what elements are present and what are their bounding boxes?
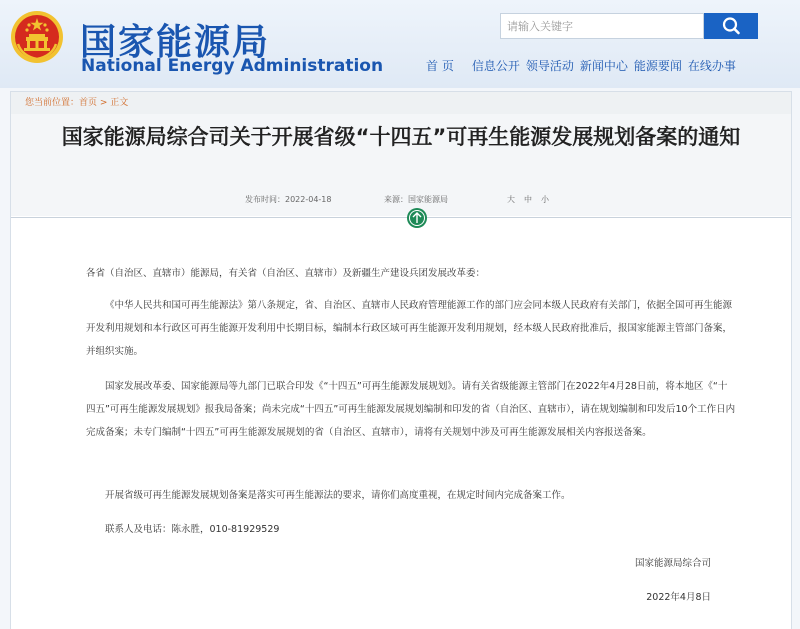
site-title[interactable]: 国家能源局 bbox=[80, 22, 271, 63]
national-emblem-icon[interactable] bbox=[10, 10, 64, 64]
breadcrumb-current: 正文 bbox=[110, 98, 129, 108]
article-source: 来源：国家能源局 bbox=[384, 195, 448, 204]
breadcrumb-home[interactable]: 首页 bbox=[79, 98, 98, 108]
font-size-small[interactable]: 小 bbox=[541, 195, 549, 204]
contact-info: 联系人及电话：陈永胜，010-81929529 bbox=[105, 524, 280, 535]
publish-date: 发布时间：2022-04-18 bbox=[245, 195, 332, 204]
article-body bbox=[11, 92, 791, 629]
nav-online-services[interactable]: 在线办事 bbox=[687, 58, 736, 73]
article-paragraph: 国家发展改革委、国家能源局等九部门已联合印发《“十四五”可再生能源发展规划》。请有关省级能源主管部门在2022年4月28日前，将本地区《“十四五”可再生能源发展规划》报我局备案；尚未完成“十四五”可再生能源发展规划编制和印发的省（自治区、直辖市），请在规划编制和印发后10个工作日内完成备案；未专门编制“十四五”可再生能源发展规划的省（自治区、直辖市），请将有关规划中涉及可再生能源发展相关内容报送备案。 bbox=[86, 381, 736, 438]
breadcrumb-label: 您当前位置： bbox=[25, 98, 80, 108]
nav-info-disclosure[interactable]: 信息公开 bbox=[471, 58, 520, 73]
search-input[interactable] bbox=[500, 13, 704, 39]
search-button[interactable] bbox=[704, 13, 758, 39]
nav-home[interactable]: 首 页 bbox=[426, 58, 454, 73]
article-paragraph: 《中华人民共和国可再生能源法》第八条规定，省、自治区、直辖市人民政府管理能源工作的部门应会同本级人民政府有关部门，依据全国可再生能源开发利用规划和本行政区可再生能源开发利用中长期目标，编制本行政区域可再生能源开发利用规划，经本级人民政府批准后，报国家能源主管部门备案，并组织实施。 bbox=[86, 300, 733, 357]
main-nav bbox=[420, 56, 742, 74]
article-salutation: 各省（自治区、直辖市）能源局，有关省（自治区、直辖市）及新疆生产建设兵团发展改革委： bbox=[86, 268, 486, 279]
article-paragraph: 开展省级可再生能源发展规划备案是落实可再生能源法的要求，请你们高度重视，在规定时间内完成备案工作。 bbox=[105, 490, 571, 501]
signature-date: 2022年4月8日 bbox=[646, 592, 711, 603]
nav-leader-activities[interactable]: 领导活动 bbox=[525, 58, 574, 73]
article-title: 国家能源局综合司关于开展省级“十四五”可再生能源发展规划备案的通知 bbox=[61, 125, 741, 149]
signature: 国家能源局综合司 bbox=[634, 558, 711, 569]
content-box bbox=[10, 91, 792, 629]
breadcrumb-separator: > bbox=[97, 98, 111, 108]
font-size-large[interactable]: 大 bbox=[507, 195, 515, 204]
search-icon bbox=[704, 13, 758, 39]
font-size-medium[interactable]: 中 bbox=[524, 195, 532, 204]
nav-news-center[interactable]: 新闻中心 bbox=[579, 58, 628, 73]
nav-energy-news[interactable]: 能源要闻 bbox=[633, 58, 682, 73]
site-header bbox=[0, 0, 800, 88]
site-title-en: National Energy Administration bbox=[81, 56, 384, 76]
